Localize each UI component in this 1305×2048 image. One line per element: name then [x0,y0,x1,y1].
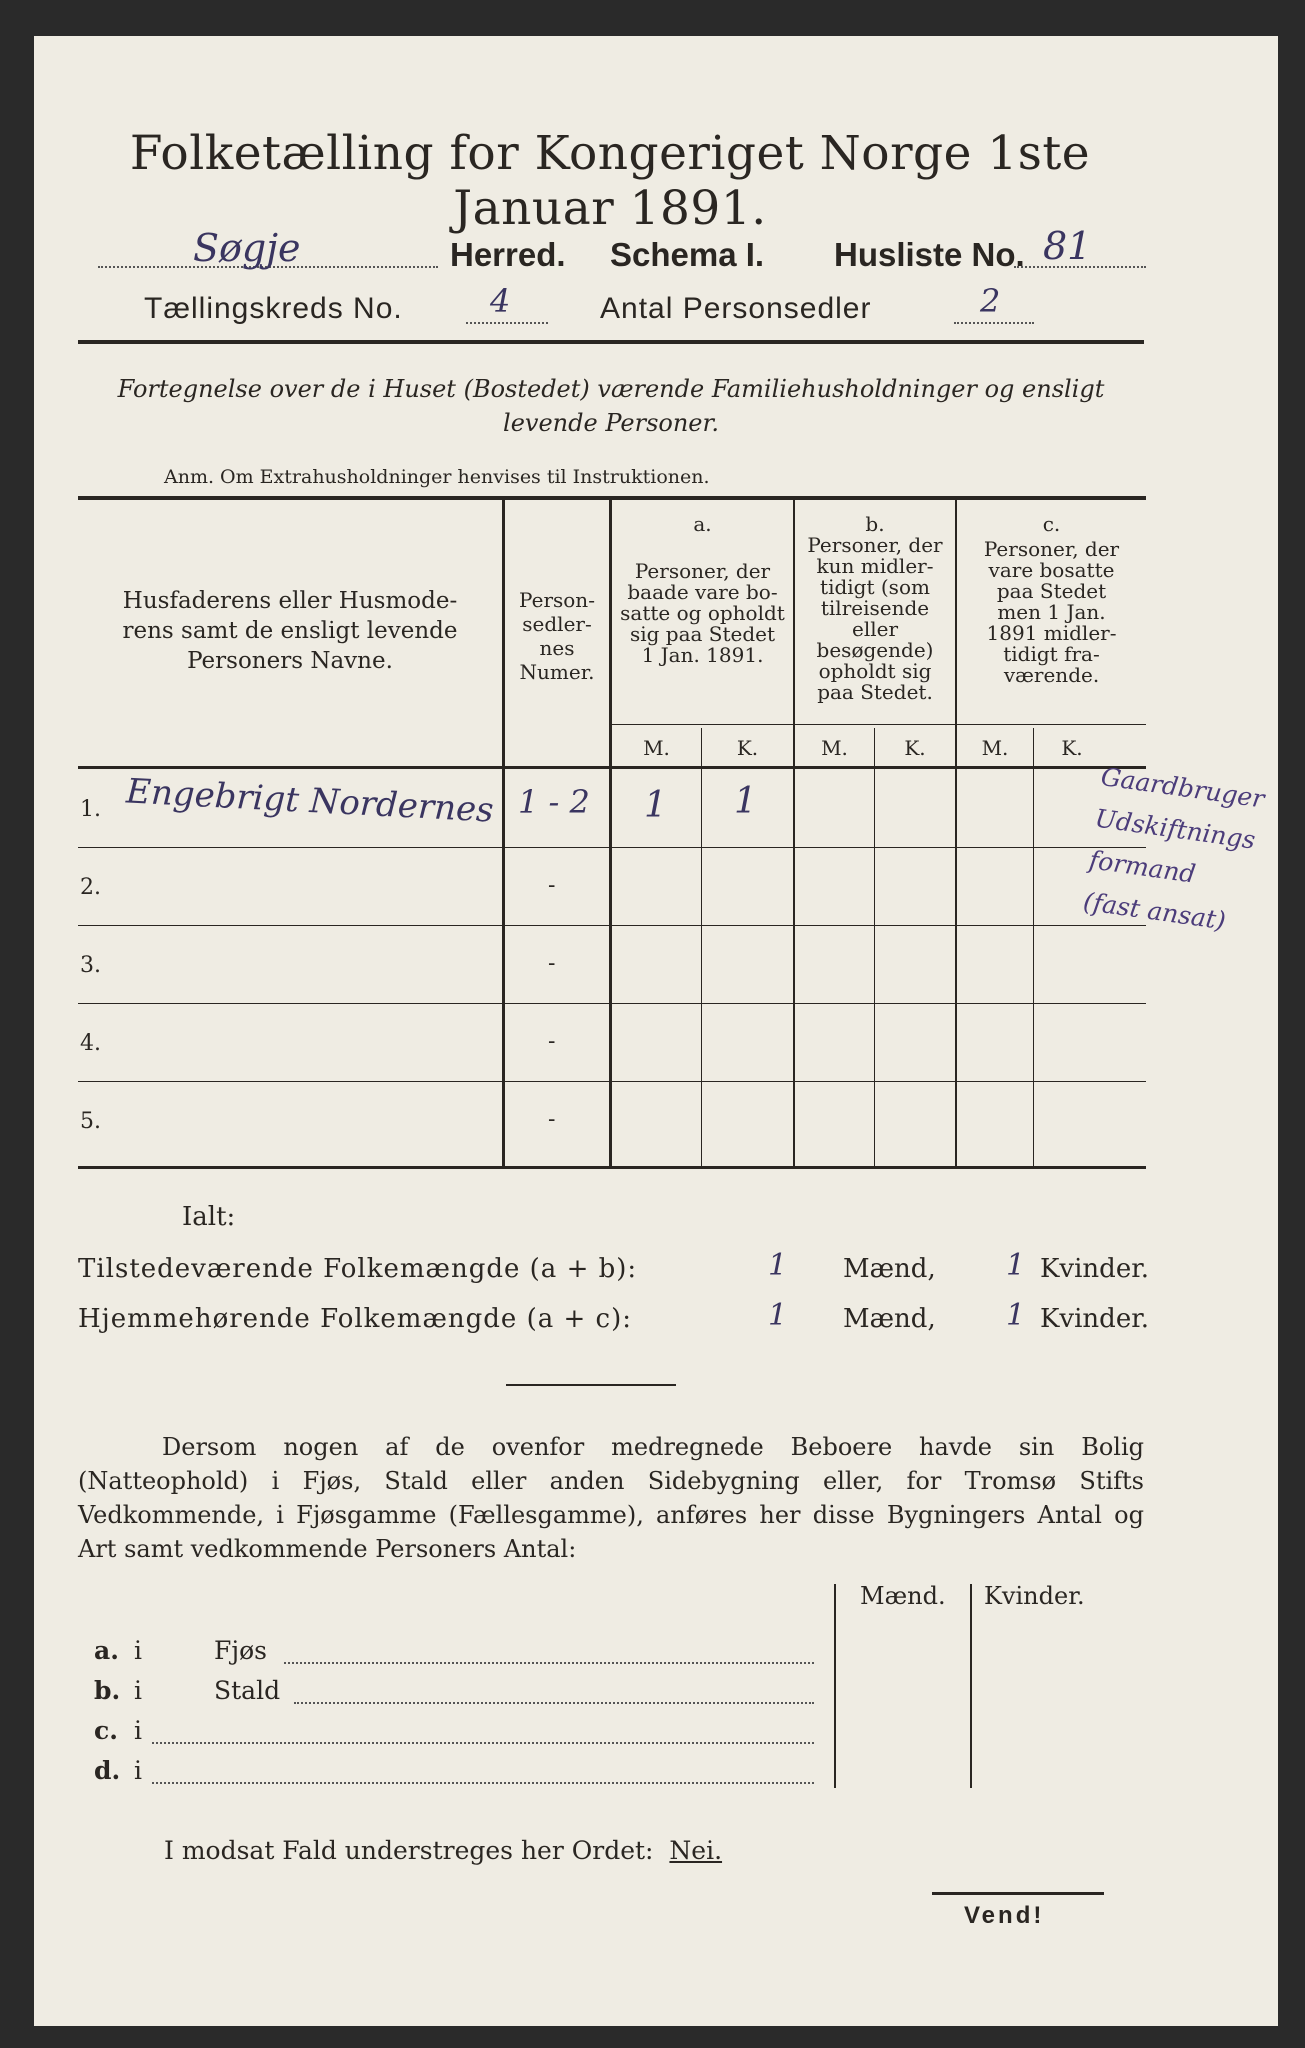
col-name-line: Husfaderens eller Husmode- [122,588,458,614]
c-m-label: M. [981,736,1009,760]
hjemme-line [78,1298,1150,1344]
col-c-line: Personer, der [983,537,1120,561]
intro-line-2: levende Personer. [503,409,719,437]
row-letter: a. [94,1636,119,1665]
row-letter: b. [94,1676,121,1705]
c-k-label: K. [1061,736,1083,760]
herred-line [98,224,1148,280]
row-i: i [134,1636,142,1665]
ialt-label: Ialt: [182,1202,236,1232]
schema-label: Schema I. [610,236,765,273]
col-a-line: satte og opholdt [620,601,785,625]
row-i: i [134,1756,142,1785]
table-row [78,925,1146,1003]
census-form-sheet [34,36,1278,2026]
col-num-line: nes [539,636,575,660]
row-number: 2. [80,875,101,900]
col-c-line: 1891 midler- [986,621,1117,645]
a-k-label: K. [736,736,759,760]
col-a-line: Personer, der [634,559,771,583]
intro-line-1: Fortegnelse over de i Huset (Bostedet) værende Familiehusholdninger og ensligt [117,375,1105,403]
b-k-label: K. [904,736,926,760]
tilstede-line [78,1248,1150,1294]
row-a-m: 1 [644,785,667,826]
antal-label: Antal Personsedler [600,292,872,325]
col-maend: Mænd. [860,1582,946,1610]
hjemme-kvinder-value: 1 [1006,1298,1026,1333]
row-number: 5. [80,1109,101,1134]
col-b-letter: b. [865,512,885,536]
row-sedler: - [548,1107,556,1132]
table-row [78,769,1146,847]
row-sedler: 1 - 2 [518,783,590,821]
herred-handwritten: Søgje [193,226,301,270]
herred-label: Herred. [450,236,566,273]
col-num-line: Numer. [519,660,595,684]
col-num-header [505,588,609,684]
margin-note-line: formand [1087,845,1198,889]
margin-note-line: Udskiftnings [1093,803,1258,855]
hjemme-maend-value: 1 [768,1298,788,1333]
col-num-line: Person- [519,588,595,612]
row-number: 3. [80,953,101,978]
margin-note [1081,756,1267,945]
col-num-line: sedler- [522,612,592,636]
row-name: Engebrigt Nordernes [125,771,495,831]
margin-note-line: Gaardbruger [1099,761,1267,814]
outbuildings-paragraph: Dersom nogen af de ovenfor medregnede Beboere havde sin Bolig (Natteophold) i Fjøs, Stald eller anden Sidebygning eller, for Tromsø Stifts Vedkommende, i Fjøsgamme (Fællesgamme), anføres her disse Bygningers Antal og Art samt vedkommende Personers Antal: [78,1433,1144,1563]
col-kvinder: Kvinder. [984,1582,1085,1610]
col-b-line: paa Stedet. [817,680,933,704]
anm-note: Anm. Om Extrahusholdninger henvises til Instruktionen. [164,466,710,488]
col-b-line: eller [851,617,899,641]
row-sedler: - [548,1029,556,1054]
col-b-line: opholdt sig [818,659,932,683]
col-a-letter: a. [693,512,712,536]
tilstede-kvinder-value: 1 [1006,1248,1026,1283]
table-row [78,847,1146,925]
kreds-line [144,282,1144,334]
modsat-line [164,1836,722,1865]
husliste-label: Husliste No. [834,236,1025,273]
col-a-line: 1 Jan. 1891. [641,643,764,667]
row-sedler: - [548,951,556,976]
maend-label: Mænd, [843,1254,936,1284]
a-m-label: M. [643,736,670,760]
col-c-line: tidigt fra- [1003,642,1100,666]
col-b-line: Personer, der [807,533,943,557]
kreds-value: 4 [490,282,511,320]
household-table [78,496,1146,1176]
kreds-label: Tællingskreds No. [144,292,403,325]
tilstede-maend-value: 1 [768,1248,788,1283]
col-name-line: rens samt de ensligt levende [122,618,458,644]
modsat-text: I modsat Fald understreges her Ordet: [164,1836,654,1865]
intro-text [78,372,1144,440]
row-number: 4. [80,1031,101,1056]
col-a-line: sig paa Stedet [629,622,776,646]
col-b-header [795,514,955,703]
tilstede-label: Tilstedeværende Folkemængde (a + b): [78,1254,638,1284]
row-i: i [134,1716,142,1745]
col-b-line: tilreisende [820,596,930,620]
col-c-line: men 1 Jan. [997,600,1106,624]
row-label: Stald [214,1676,281,1705]
row-i: i [134,1676,142,1705]
antal-value: 2 [980,282,1001,320]
nei-word: Nei. [669,1836,723,1865]
outbuilding-row-b [94,1676,834,1716]
row-a-k: 1 [734,781,757,822]
form-title: Folketælling for Kongeriget Norge 1ste Januar 1891. [129,126,1091,236]
col-b-line: besøgende) [816,638,934,662]
col-name-line: Personers Navne. [187,648,393,674]
vend-label: Vend! [964,1902,1045,1929]
b-m-label: M. [821,736,848,760]
outbuilding-row-a [94,1636,834,1676]
hjemme-label: Hjemmehørende Folkemængde (a + c): [78,1304,632,1334]
row-letter: d. [94,1756,121,1785]
margin-note-line: (fast ansat) [1081,886,1228,936]
row-number: 1. [80,797,101,822]
col-c-letter: c. [1042,512,1061,536]
col-c-line: paa Stedet [996,579,1107,603]
row-letter: c. [94,1716,118,1745]
col-b-line: kun midler- [816,554,934,578]
col-b-line: tidigt (som [820,575,930,599]
col-a-header [612,514,793,666]
col-a-line: baade vare bo- [627,580,778,604]
outbuilding-row-c [94,1716,834,1756]
table-row [78,1003,1146,1081]
col-name-header [78,586,502,676]
col-c-header [957,514,1146,686]
col-c-line: vare bosatte [988,558,1115,582]
kvinder-label: Kvinder. [1040,1304,1150,1334]
table-row [78,1081,1146,1159]
kvinder-label: Kvinder. [1040,1254,1150,1284]
row-sedler: - [548,873,556,898]
col-c-line: værende. [1003,663,1100,687]
outbuilding-row-d [94,1756,834,1796]
maend-label: Mænd, [843,1304,936,1334]
row-label: Fjøs [214,1636,267,1665]
husliste-value: 81 [1043,224,1092,268]
